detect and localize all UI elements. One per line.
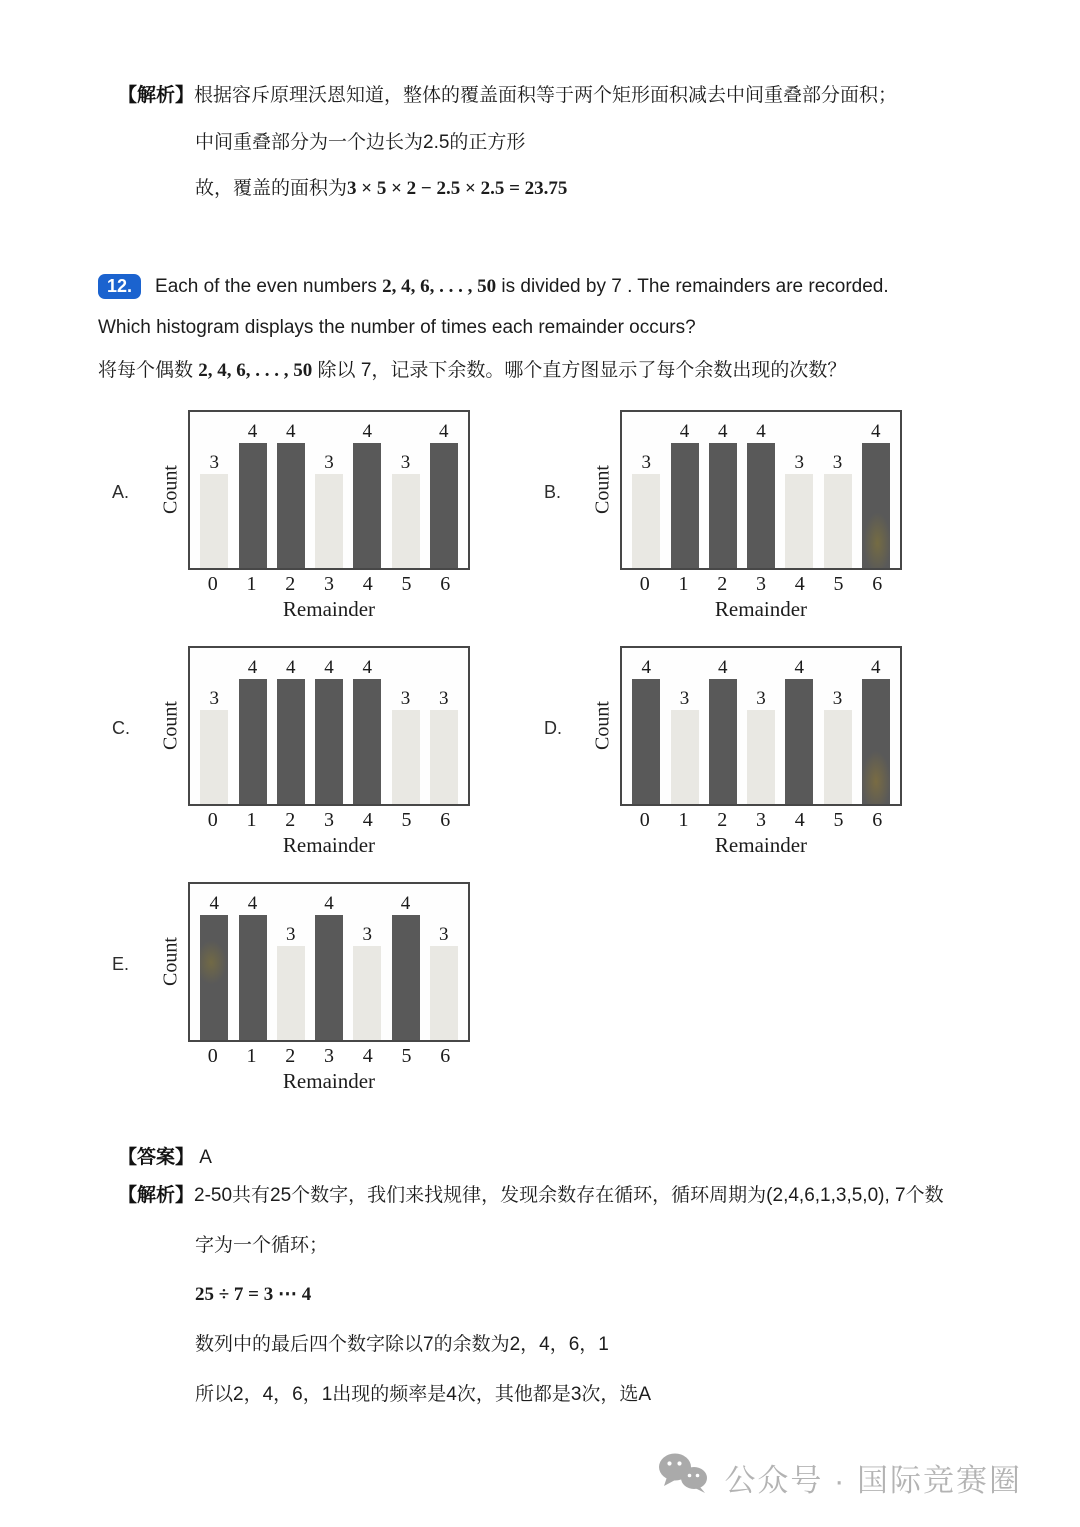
bar-remainder-2 <box>277 884 305 1040</box>
plot-c <box>156 646 470 858</box>
plot-frame <box>620 410 902 570</box>
bar-value-label: 4 <box>324 893 334 915</box>
x-tick-6: 6 <box>872 573 883 595</box>
bar-remainder-6 <box>862 412 890 568</box>
bar-value-label: 3 <box>641 452 651 474</box>
bar-remainder-5 <box>392 412 420 568</box>
bar <box>430 443 458 568</box>
answer-section <box>118 1142 212 1169</box>
plot-frame <box>188 646 470 806</box>
x-axis-label: Remainder <box>282 597 376 621</box>
bar <box>862 679 890 804</box>
x-tick-4: 4 <box>362 1045 373 1067</box>
solution-label: 【解析】 <box>118 85 195 106</box>
explanation-line <box>195 1283 1018 1308</box>
bar <box>862 443 890 568</box>
watermark-text: 公众号 · 国际竞赛圈 <box>724 1462 1022 1498</box>
bar-value-label: 4 <box>247 421 258 443</box>
bar-value-label: 3 <box>832 452 843 474</box>
x-tick-5: 5 <box>833 809 844 831</box>
x-tick-1: 1 <box>678 809 689 831</box>
plot-frame <box>620 646 902 806</box>
previous-solution-section <box>118 84 1018 224</box>
bar-value-label: 4 <box>718 657 728 679</box>
bar-value-label: 3 <box>362 924 372 946</box>
solution-line <box>118 84 1018 109</box>
question-section <box>98 274 1028 400</box>
explanation-line <box>118 1184 1018 1209</box>
bar <box>430 946 458 1040</box>
bar-value-label: 4 <box>247 893 258 915</box>
bar <box>747 710 775 804</box>
question-line-2: Which histogram displays the number of times each remainder occurs? <box>98 317 696 338</box>
explanation-text: 字为一个循环； <box>195 1234 329 1256</box>
x-axis-ticks <box>188 1045 470 1068</box>
bar-remainder-5 <box>824 648 852 804</box>
bar-remainder-0 <box>632 412 660 568</box>
x-tick-0: 0 <box>639 573 650 595</box>
x-tick-3: 3 <box>756 809 766 831</box>
question-text-en <box>155 276 889 298</box>
question-text: Each of the even numbers <box>155 275 383 297</box>
bar <box>277 946 305 1040</box>
explanation-line <box>195 1333 1018 1358</box>
x-tick-4: 4 <box>794 573 805 595</box>
x-tick-4: 4 <box>362 573 373 595</box>
bar <box>353 946 381 1040</box>
bar-value-label: 4 <box>756 421 766 443</box>
bar-value-label: 3 <box>400 688 411 710</box>
bar <box>632 474 660 568</box>
x-axis-ticks <box>620 809 902 832</box>
x-axis-label: Remainder <box>282 833 376 857</box>
y-axis-label: Count <box>159 465 182 515</box>
bar-value-label: 4 <box>641 657 651 679</box>
bar-value-label: 4 <box>718 421 728 443</box>
answer-value: A <box>199 1147 212 1168</box>
formula: 25 ÷ 7 = 3 ⋯ 4 <box>195 1284 312 1306</box>
option-letter-d: D. <box>544 717 562 738</box>
x-axis-label: Remainder <box>282 1069 376 1093</box>
bar-value-label: 4 <box>871 421 881 443</box>
plot-b <box>588 410 902 622</box>
bar <box>785 474 813 568</box>
bar-value-label: 4 <box>286 421 296 443</box>
formula: 3 × 5 × 2 − 2.5 × 2.5 = 23.75 <box>347 178 568 200</box>
histogram-option-a <box>112 398 544 634</box>
histogram-option-e <box>112 870 544 1106</box>
x-tick-1: 1 <box>678 573 689 595</box>
y-axis-label: Count <box>591 465 614 515</box>
bar <box>200 915 228 1040</box>
bar-remainder-0 <box>200 648 228 804</box>
bar <box>353 443 381 568</box>
bar-value-label: 3 <box>209 688 219 710</box>
bar-value-label: 4 <box>794 657 804 679</box>
explanation-text: 所以2，4，6，1出现的频率是4次，其他都是3次，选A <box>195 1383 652 1405</box>
x-tick-0: 0 <box>207 573 218 595</box>
bar-remainder-6 <box>862 648 890 804</box>
bar-value-label: 3 <box>439 688 449 710</box>
histogram-option-c <box>112 634 544 870</box>
bar <box>200 710 228 804</box>
bar <box>824 474 852 568</box>
plot-frame <box>188 410 470 570</box>
bar <box>239 679 267 804</box>
bar-value-label: 4 <box>679 421 690 443</box>
x-tick-2: 2 <box>717 809 728 831</box>
bar-remainder-0 <box>200 884 228 1040</box>
watermark <box>658 1452 1022 1502</box>
bar <box>239 915 267 1040</box>
x-tick-2: 2 <box>285 809 296 831</box>
x-tick-5: 5 <box>401 809 412 831</box>
question-number-badge: 12. <box>98 274 141 299</box>
bar-remainder-0 <box>632 648 660 804</box>
explanation-label: 【解析】 <box>118 1185 195 1206</box>
bar-remainder-5 <box>392 884 420 1040</box>
bar-remainder-4 <box>785 412 813 568</box>
x-tick-1: 1 <box>246 1045 257 1067</box>
bar <box>277 679 305 804</box>
y-axis-label: Count <box>591 701 614 751</box>
bar <box>239 443 267 568</box>
bar-remainder-6 <box>430 648 458 804</box>
x-tick-5: 5 <box>401 1045 412 1067</box>
question-line-zh <box>98 358 1028 384</box>
bar <box>392 915 420 1040</box>
bar <box>747 443 775 568</box>
x-tick-6: 6 <box>440 573 451 595</box>
bar-value-label: 4 <box>247 657 258 679</box>
x-axis-label: Remainder <box>714 597 808 621</box>
bar-remainder-3 <box>747 648 775 804</box>
explanation-line <box>195 1383 1018 1408</box>
option-letter-a: A. <box>112 481 130 502</box>
x-tick-1: 1 <box>246 809 257 831</box>
x-tick-4: 4 <box>362 809 373 831</box>
bar-remainder-4 <box>353 412 381 568</box>
bar-value-label: 4 <box>324 657 334 679</box>
bar-value-label: 3 <box>324 452 334 474</box>
bar-remainder-3 <box>315 884 343 1040</box>
x-tick-6: 6 <box>440 809 451 831</box>
histogram-options-grid <box>112 398 976 1106</box>
solution-text: 根据容斥原理沃恩知道，整体的覆盖面积等于两个矩形面积减去中间重叠部分面积； <box>194 85 898 106</box>
bar-remainder-6 <box>430 412 458 568</box>
question-text: 除以 7，记录下余数。哪个直方图显示了每个余数出现的次数？ <box>312 359 847 381</box>
question-text: 将每个偶数 <box>98 359 199 381</box>
bar-remainder-0 <box>200 412 228 568</box>
bar-remainder-1 <box>671 412 699 568</box>
x-tick-6: 6 <box>440 1045 451 1067</box>
bar-remainder-4 <box>353 648 381 804</box>
x-tick-0: 0 <box>207 1045 218 1067</box>
bar-value-label: 3 <box>832 688 843 710</box>
bar-remainder-5 <box>392 648 420 804</box>
x-tick-4: 4 <box>794 809 805 831</box>
wechat-icon <box>658 1452 710 1502</box>
bar-remainder-5 <box>824 412 852 568</box>
x-tick-2: 2 <box>717 573 728 595</box>
bar-value-label: 4 <box>286 657 296 679</box>
bar <box>353 679 381 804</box>
answer-label: 【答案】 <box>118 1147 195 1168</box>
bar <box>671 710 699 804</box>
x-tick-5: 5 <box>401 573 412 595</box>
x-tick-0: 0 <box>639 809 650 831</box>
option-letter-e: E. <box>112 953 130 974</box>
bar <box>785 679 813 804</box>
bar <box>632 679 660 804</box>
bar-value-label: 3 <box>756 688 766 710</box>
bar-remainder-2 <box>709 648 737 804</box>
bar-value-label: 3 <box>286 924 296 946</box>
plot-e <box>156 882 470 1094</box>
y-axis-label: Count <box>159 701 182 751</box>
bar-remainder-1 <box>671 648 699 804</box>
bar-remainder-2 <box>709 412 737 568</box>
bar-remainder-2 <box>277 412 305 568</box>
bar-value-label: 3 <box>439 924 449 946</box>
bar-value-label: 3 <box>679 688 690 710</box>
bar-remainder-1 <box>239 884 267 1040</box>
bar <box>430 710 458 804</box>
bar <box>671 443 699 568</box>
plot-d <box>588 646 902 858</box>
bar-value-label: 4 <box>871 657 881 679</box>
bar-remainder-2 <box>277 648 305 804</box>
bar-value-label: 3 <box>794 452 804 474</box>
explanation-text: 2-50共有25个数字，我们来找规律，发现余数存在循环，循环周期为(2,4,6,1,3,5,0), 7个数 <box>194 1185 944 1206</box>
bar-remainder-6 <box>430 884 458 1040</box>
x-tick-6: 6 <box>872 809 883 831</box>
bar-remainder-3 <box>747 412 775 568</box>
histogram-option-d <box>544 634 976 870</box>
solution-text: 中间重叠部分为一个边长为2.5的正方形 <box>195 131 526 153</box>
bar <box>824 710 852 804</box>
bar-remainder-4 <box>353 884 381 1040</box>
bar-remainder-3 <box>315 648 343 804</box>
bar <box>709 443 737 568</box>
bar-value-label: 4 <box>362 421 372 443</box>
bar <box>200 474 228 568</box>
solution-line <box>195 131 1018 156</box>
bar-remainder-1 <box>239 648 267 804</box>
plot-a <box>156 410 470 622</box>
bar <box>315 679 343 804</box>
explanation-text: 数列中的最后四个数字除以7的余数为2，4，6，1 <box>195 1334 609 1356</box>
histogram-option-b <box>544 398 976 634</box>
x-axis-ticks <box>188 573 470 596</box>
bar-remainder-3 <box>315 412 343 568</box>
question-text: is divided by 7 . The remainders are recorded. <box>496 275 889 297</box>
bar <box>392 710 420 804</box>
x-tick-2: 2 <box>285 1045 296 1067</box>
bar-remainder-4 <box>785 648 813 804</box>
bar-value-label: 4 <box>400 893 411 915</box>
bar <box>315 474 343 568</box>
x-tick-5: 5 <box>833 573 844 595</box>
x-tick-2: 2 <box>285 573 296 595</box>
plot-frame <box>188 882 470 1042</box>
solution-line <box>195 177 1018 202</box>
x-tick-3: 3 <box>324 809 334 831</box>
option-letter-c: C. <box>112 717 130 738</box>
x-tick-3: 3 <box>324 1045 334 1067</box>
question-first-line <box>98 274 1028 299</box>
bar-value-label: 4 <box>439 421 449 443</box>
bar-value-label: 4 <box>209 893 219 915</box>
bar <box>392 474 420 568</box>
explanation-line <box>195 1234 1018 1259</box>
x-axis-ticks <box>188 809 470 832</box>
x-tick-0: 0 <box>207 809 218 831</box>
bar <box>709 679 737 804</box>
option-letter-b: B. <box>544 481 562 502</box>
y-axis-label: Count <box>159 937 182 987</box>
question-math: 2, 4, 6, . . . , 50 <box>382 275 497 297</box>
solution-text: 故，覆盖的面积为 <box>195 178 348 200</box>
x-tick-3: 3 <box>324 573 334 595</box>
x-tick-3: 3 <box>756 573 766 595</box>
bar-value-label: 4 <box>362 657 372 679</box>
question-math: 2, 4, 6, . . . , 50 <box>198 359 313 381</box>
x-axis-label: Remainder <box>714 833 808 857</box>
bar-remainder-1 <box>239 412 267 568</box>
bar-value-label: 3 <box>209 452 219 474</box>
explanation-section <box>118 1184 1018 1432</box>
x-axis-ticks <box>620 573 902 596</box>
bar-value-label: 3 <box>400 452 411 474</box>
bar <box>315 915 343 1040</box>
x-tick-1: 1 <box>246 573 257 595</box>
bar <box>277 443 305 568</box>
